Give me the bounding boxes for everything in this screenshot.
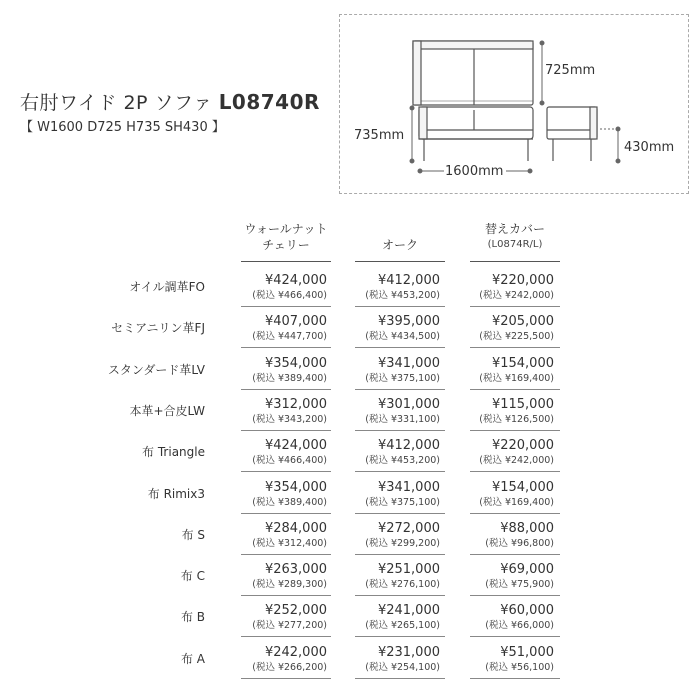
row-divider: [241, 306, 331, 307]
row-divider: [470, 554, 560, 555]
row-label: スタンダード革LV: [107, 362, 205, 377]
row-label: 布 B: [180, 610, 205, 625]
price: ¥341,000: [377, 479, 440, 495]
product-dimensions: 【 W1600 D725 H735 SH430 】: [20, 120, 225, 135]
row-divider: [470, 471, 560, 472]
price-with-tax: (税込 ¥453,200): [365, 455, 440, 467]
height-label: 735mm: [354, 128, 405, 143]
price-with-tax: (税込 ¥389,400): [252, 372, 327, 384]
column-header-oak: [355, 221, 445, 253]
row-divider: [241, 678, 331, 679]
price: ¥220,000: [491, 438, 554, 454]
price-cell: [252, 562, 327, 591]
price-with-tax: (税込 ¥242,000): [479, 290, 554, 301]
row-divider: [355, 306, 445, 307]
width-label: 1600mm: [445, 164, 504, 179]
price-cell: [365, 603, 440, 632]
price-cell: [365, 521, 440, 550]
price: ¥241,000: [377, 603, 440, 619]
price-with-tax: (税込 ¥225,500): [479, 331, 554, 343]
product-code: L08740R: [218, 90, 320, 114]
header-line2: オーク: [381, 238, 418, 252]
price: ¥205,000: [491, 314, 554, 330]
row-divider: [355, 513, 445, 514]
row-divider: [470, 595, 560, 596]
price: ¥154,000: [491, 479, 554, 495]
header-line2: チェリー: [262, 238, 310, 252]
price: ¥252,000: [264, 603, 327, 619]
row-divider: [470, 678, 560, 679]
price-cell: [479, 356, 554, 385]
price-cell: [479, 273, 554, 302]
price-cell: [365, 397, 440, 426]
price-cell: [365, 314, 440, 343]
price-cell: [365, 562, 440, 591]
price-with-tax: (税込 ¥453,200): [365, 290, 440, 301]
price-with-tax: (税込 ¥242,000): [479, 455, 554, 467]
price-cell: [252, 438, 327, 467]
price: ¥69,000: [500, 562, 554, 578]
product-name: 右肘ワイド 2P ソファ: [20, 92, 213, 114]
sofa-front-view: [419, 107, 533, 161]
price-with-tax: (税込 ¥56,100): [485, 661, 554, 673]
header-line1: [355, 221, 445, 237]
sofa-top-view: [413, 41, 533, 105]
price-with-tax: (税込 ¥169,400): [479, 496, 554, 508]
row-label: オイル調革FO: [129, 280, 205, 294]
price-with-tax: (税込 ¥96,800): [485, 537, 554, 549]
row-divider: [470, 513, 560, 514]
price-with-tax: (税込 ¥266,200): [252, 661, 327, 673]
price-cell: [252, 314, 327, 343]
price-cell: [485, 562, 554, 591]
row-divider: [355, 430, 445, 431]
row-divider: [470, 389, 560, 390]
price: ¥242,000: [264, 644, 327, 660]
price: ¥424,000: [264, 438, 327, 454]
seat-height-label: 430mm: [624, 140, 675, 155]
price-cell: [479, 314, 554, 343]
price-with-tax: (税込 ¥343,200): [252, 413, 327, 425]
price: ¥412,000: [377, 438, 440, 454]
price: ¥395,000: [377, 314, 440, 330]
row-divider: [355, 678, 445, 679]
price-cell: [252, 356, 327, 385]
price-cell: [252, 273, 327, 302]
price: ¥424,000: [264, 273, 327, 288]
header-line2: (L0874R/L): [487, 239, 543, 250]
row-label: 布 A: [180, 651, 205, 666]
row-divider: [470, 430, 560, 431]
row-divider: [241, 554, 331, 555]
header-divider: [241, 261, 331, 262]
row-divider: [241, 636, 331, 637]
row-divider: [241, 595, 331, 596]
sofa-side-view: [547, 107, 597, 161]
price: ¥341,000: [377, 355, 440, 371]
price-cell: [365, 273, 440, 302]
price-with-tax: (税込 ¥169,400): [479, 372, 554, 384]
header-line1: 替えカバー: [484, 222, 545, 236]
price-with-tax: (税込 ¥312,400): [252, 537, 327, 549]
price: ¥354,000: [264, 355, 327, 371]
price: ¥412,000: [377, 273, 440, 288]
header-line1: ウォールナット: [244, 222, 328, 236]
depth-label: 725mm: [545, 63, 596, 78]
price-cell: [485, 521, 554, 550]
price: ¥301,000: [377, 396, 440, 412]
row-label: 布 S: [181, 527, 205, 542]
price: ¥251,000: [377, 562, 440, 578]
row-divider: [355, 636, 445, 637]
price-cell: [252, 521, 327, 550]
row-divider: [470, 347, 560, 348]
row-divider: [470, 636, 560, 637]
header-divider: [355, 261, 445, 262]
price: ¥312,000: [264, 396, 327, 412]
price-with-tax: (税込 ¥66,000): [485, 620, 554, 632]
price-with-tax: (税込 ¥389,400): [252, 496, 327, 508]
row-divider: [470, 306, 560, 307]
price-cell: [485, 645, 554, 674]
price-cell: [365, 480, 440, 509]
price-with-tax: (税込 ¥276,100): [365, 579, 440, 591]
row-divider: [241, 347, 331, 348]
price: ¥407,000: [264, 314, 327, 330]
row-divider: [355, 347, 445, 348]
price-cell: [479, 480, 554, 509]
price-with-tax: (税込 ¥265,100): [365, 620, 440, 632]
price-with-tax: (税込 ¥375,100): [365, 372, 440, 384]
price-with-tax: (税込 ¥277,200): [252, 620, 327, 632]
price: ¥272,000: [377, 520, 440, 536]
price-with-tax: (税込 ¥299,200): [365, 537, 440, 549]
price-with-tax: (税込 ¥289,300): [252, 579, 327, 591]
price-cell: [252, 645, 327, 674]
sofa-drawing: [340, 15, 690, 195]
price: ¥60,000: [500, 603, 554, 619]
price-cell: [479, 397, 554, 426]
price-cell: [252, 603, 327, 632]
row-divider: [241, 389, 331, 390]
price-with-tax: (税込 ¥126,500): [479, 413, 554, 425]
product-title: [20, 88, 320, 115]
row-divider: [241, 471, 331, 472]
row-label: セミアニリン革FJ: [111, 321, 205, 336]
price: ¥284,000: [264, 520, 327, 536]
row-divider: [241, 513, 331, 514]
price: ¥354,000: [264, 479, 327, 495]
price-cell: [365, 438, 440, 467]
price: ¥220,000: [491, 273, 554, 288]
price: ¥231,000: [377, 644, 440, 660]
column-header-cover: [470, 221, 560, 253]
price-with-tax: (税込 ¥75,900): [485, 579, 554, 591]
price-cell: [485, 603, 554, 632]
price: ¥88,000: [500, 520, 554, 536]
price-with-tax: (税込 ¥331,100): [365, 413, 440, 425]
price-with-tax: (税込 ¥466,400): [252, 455, 327, 467]
row-divider: [355, 471, 445, 472]
column-header-walnut-cherry: [241, 221, 331, 253]
price-with-tax: (税込 ¥434,500): [365, 331, 440, 343]
price-cell: [365, 645, 440, 674]
price-with-tax: (税込 ¥375,100): [365, 496, 440, 508]
price-cell: [479, 438, 554, 467]
price-cell: [252, 480, 327, 509]
header-divider: [470, 261, 560, 262]
price-with-tax: (税込 ¥447,700): [252, 331, 327, 343]
price-cell: [365, 356, 440, 385]
price: ¥51,000: [500, 644, 554, 660]
row-divider: [355, 595, 445, 596]
price: ¥154,000: [491, 355, 554, 371]
row-label: 布 C: [180, 569, 205, 584]
row-label: 布 Rimix3: [147, 486, 205, 501]
row-label: 本革+合皮LW: [129, 403, 205, 418]
dimension-diagram: [339, 14, 689, 194]
price-cell: [252, 397, 327, 426]
price: ¥263,000: [264, 562, 327, 578]
row-divider: [241, 430, 331, 431]
row-divider: [355, 554, 445, 555]
row-divider: [355, 389, 445, 390]
price-with-tax: (税込 ¥466,400): [252, 290, 327, 301]
row-label: 布 Triangle: [142, 445, 205, 460]
price-with-tax: (税込 ¥254,100): [365, 661, 440, 673]
price: ¥115,000: [491, 396, 554, 412]
